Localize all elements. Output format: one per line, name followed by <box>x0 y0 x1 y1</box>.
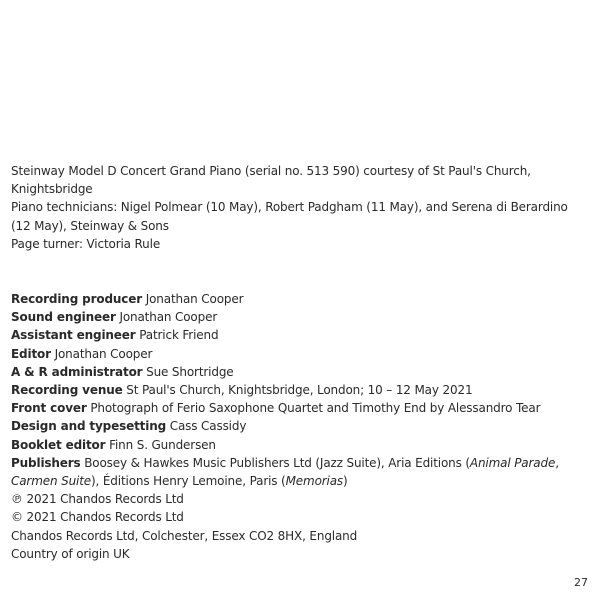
credit-value: Jonathan Cooper <box>54 346 153 361</box>
credit-value: Patrick Friend <box>139 328 219 343</box>
credit-value: Sue Shortridge <box>146 364 234 379</box>
copyright-line: © 2021 Chandos Records Ltd <box>11 510 184 525</box>
credit-value: Boosey & Hawkes Music Publishers Ltd (Jazz Suite), Aria Editions ( <box>84 455 470 470</box>
credit-value: , <box>555 455 559 470</box>
piano-technicians-line: (12 May), Steinway & Sons <box>11 218 169 233</box>
publishers-credit <box>11 454 586 472</box>
design-credit <box>11 417 586 435</box>
country-of-origin-line: Country of origin UK <box>11 546 130 561</box>
recording-venue-credit <box>11 381 586 399</box>
page-number: 27 <box>574 576 588 589</box>
address-line: Chandos Records Ltd, Colchester, Essex CO2 8HX, England <box>11 528 358 543</box>
credit-value: ) <box>343 474 348 489</box>
editor-credit <box>11 345 586 363</box>
credit-value: ), Éditions Henry Lemoine, Paris ( <box>91 474 286 489</box>
credit-label: Front cover <box>11 401 87 416</box>
booklet-editor-credit <box>11 436 586 454</box>
credit-value: Jonathan Cooper <box>145 292 244 306</box>
work-title: Carmen Suite <box>11 474 92 489</box>
recording-producer-credit <box>11 290 586 308</box>
credit-label: Sound engineer <box>11 310 116 325</box>
piano-technicians-line: Piano technicians: Nigel Polmear (10 May), Robert Padgham (11 May), and Serena di Berardino <box>11 200 568 215</box>
credit-label: Design and typesetting <box>11 419 167 434</box>
credit-label: A & R administrator <box>11 364 143 379</box>
credit-label: Recording venue <box>11 383 123 398</box>
credit-value: St Paul's Church, Knightsbridge, London; 10 – 12 May 2021 <box>126 383 473 398</box>
credit-label: Recording producer <box>11 292 143 306</box>
publishers-credit-continued <box>11 472 586 490</box>
phonographic-copyright-line: ℗ 2021 Chandos Records Ltd <box>11 492 184 507</box>
credit-label: Assistant engineer <box>11 328 136 343</box>
work-title: Memorias <box>285 474 344 489</box>
credit-label: Editor <box>11 346 51 361</box>
credit-value: Photograph of Ferio Saxophone Quartet and Timothy End by Alessandro Tear <box>90 401 541 416</box>
credit-value: Finn S. Gundersen <box>109 437 216 452</box>
sound-engineer-credit <box>11 308 586 326</box>
front-cover-credit <box>11 399 586 417</box>
credit-label: Publishers <box>11 455 81 470</box>
credit-value: Cass Cassidy <box>169 419 247 434</box>
instrument-line: Steinway Model D Concert Grand Piano (serial no. 513 590) courtesy of St Paul's Church, <box>11 164 531 178</box>
instrument-credits <box>11 162 586 253</box>
production-credits <box>11 290 586 563</box>
credit-label: Booklet editor <box>11 437 106 452</box>
work-title: Animal Parade <box>469 455 556 470</box>
assistant-engineer-credit <box>11 326 586 344</box>
ar-administrator-credit <box>11 363 586 381</box>
instrument-line: Knightsbridge <box>11 182 93 197</box>
page-turner-line: Page turner: Victoria Rule <box>11 236 161 251</box>
credit-value: Jonathan Cooper <box>119 310 218 325</box>
